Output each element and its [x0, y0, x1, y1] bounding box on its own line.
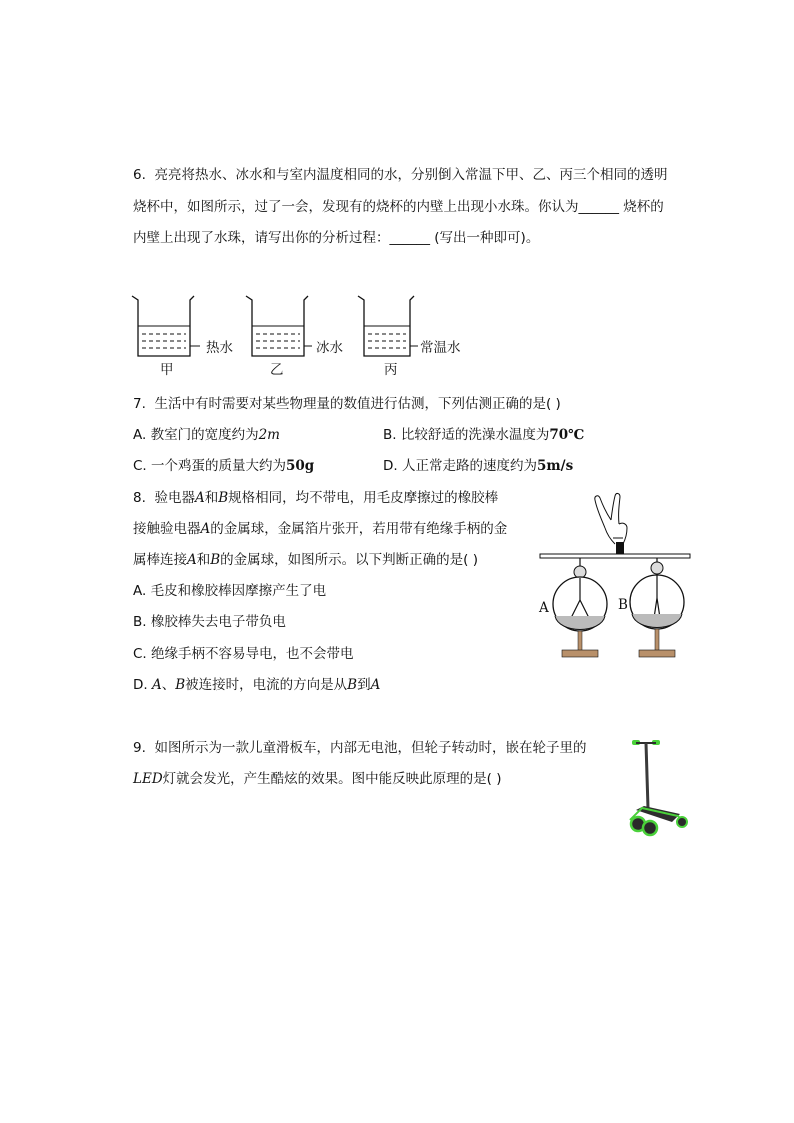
- metal-rod: [540, 554, 690, 558]
- q6-line2: 烧杯中，如图所示，过了一会，发现有的烧杯的内壁上出现小水珠。你认为______ 烧杯的: [133, 199, 664, 215]
- q8-line2: [133, 519, 507, 539]
- q9-number: 9.: [133, 740, 146, 756]
- beaker-yi: [246, 296, 343, 378]
- electroscope-b-label: B: [618, 597, 628, 613]
- q8-l3-c: 的金属球，如图所示。以下判断正确的是( ): [220, 552, 478, 568]
- q9-line1: [133, 738, 586, 758]
- q8-l3-A: A: [187, 552, 197, 568]
- q8-l1-a: 验电器: [154, 490, 195, 506]
- q6-line1: [133, 165, 667, 185]
- q8-d-A2: A: [370, 677, 381, 693]
- q7-option-c: [133, 456, 314, 476]
- q9-led: LED: [133, 771, 163, 787]
- q8-l2-A: A: [200, 521, 211, 537]
- scooter-image: [622, 738, 694, 838]
- q7-option-b-text: B. 比较舒适的洗澡水温度为: [383, 427, 550, 443]
- q8-d-d: 到: [357, 677, 371, 693]
- beaker-bing-name: 丙: [384, 362, 398, 378]
- hand-icon: [595, 493, 627, 544]
- q9-line2: [133, 769, 501, 789]
- q8-l1-A: A: [194, 490, 205, 506]
- beaker-yi-name: 乙: [270, 362, 284, 378]
- q8-l2-a: 接触验电器: [133, 521, 201, 537]
- q8-number: 8.: [133, 490, 146, 506]
- q8-d-a: D.: [133, 677, 152, 693]
- q7-option-c-text: C. 一个鸡蛋的质量大约为: [133, 458, 287, 474]
- q8-l2-b: 的金属球，金属箔片张开，若用带有绝缘手柄的金: [210, 521, 508, 537]
- q8-d-B: B: [175, 677, 186, 693]
- q8-d-A: A: [151, 677, 162, 693]
- q8-l1-B: B: [218, 490, 229, 506]
- q7-option-a-text: A. 教室门的宽度约为: [133, 427, 259, 443]
- q8-option-b: B. 橡胶棒失去电子带负电: [133, 614, 286, 630]
- q7-option-d-value: 5m/s: [536, 458, 574, 474]
- q7-option-a: [133, 425, 280, 445]
- electroscope-figure: [535, 488, 705, 668]
- beaker-jia-label: 热水: [206, 340, 233, 356]
- q8-l3-b: 和: [196, 552, 211, 568]
- q7-option-b: [383, 425, 584, 445]
- handle: [616, 542, 624, 554]
- beaker-yi-label: 冰水: [316, 340, 343, 356]
- q8-option-d: [133, 675, 380, 695]
- q7-option-b-value: 70℃: [549, 427, 585, 443]
- q7-text: 生活中有时需要对某些物理量的数值进行估测，下列估测正确的是( ): [154, 396, 561, 412]
- q8-line1: [133, 488, 498, 508]
- q7-option-d: [383, 456, 573, 476]
- beaker-bing-label: 常温水: [420, 340, 461, 356]
- q6-line3: 内壁上出现了水珠，请写出你的分析过程：______ (写出一种即可)。: [133, 230, 540, 246]
- electroscope-a-label: A: [539, 600, 549, 616]
- q8-l1-c: 规格相同，均不带电，用毛皮摩擦过的橡胶棒: [228, 490, 499, 506]
- q7-option-a-value: 2m: [258, 427, 280, 443]
- q6-number: 6.: [133, 167, 146, 183]
- q8-option-c: C. 绝缘手柄不容易导电，也不会带电: [133, 646, 354, 662]
- q7-option-c-value: 50g: [286, 458, 315, 474]
- q9-text-1: 如图所示为一款儿童滑板车，内部无电池，但轮子转动时，嵌在轮子里的: [154, 740, 587, 756]
- q8-l1-b: 和: [204, 490, 219, 506]
- beaker-jia: [132, 296, 233, 378]
- q8-d-B2: B: [347, 677, 358, 693]
- q6-text-1: 亮亮将热水、冰水和与室内温度相同的水，分别倒入常温下甲、乙、丙三个相同的透明: [154, 167, 668, 183]
- q8-option-a: A. 毛皮和橡胶棒因摩擦产生了电: [133, 583, 327, 599]
- q8-d-c: 被连接时，电流的方向是从: [185, 677, 348, 693]
- q9-text-2: 灯就会发光，产生酷炫的效果。图中能反映此原理的是( ): [162, 771, 502, 787]
- electroscope-b: [618, 558, 684, 657]
- beakers-figure: [128, 290, 488, 380]
- q8-d-b: 、: [161, 677, 176, 693]
- electroscope-a: [538, 558, 607, 657]
- q7-stem: [133, 394, 561, 414]
- beaker-bing: [358, 296, 461, 378]
- q8-line3: [133, 550, 478, 570]
- q7-number: 7.: [133, 396, 146, 412]
- q7-option-d-text: D. 人正常走路的速度约为: [383, 458, 537, 474]
- beaker-jia-name: 甲: [160, 362, 174, 378]
- q8-l3-a: 属棒连接: [133, 552, 187, 568]
- q8-l3-B: B: [210, 552, 221, 568]
